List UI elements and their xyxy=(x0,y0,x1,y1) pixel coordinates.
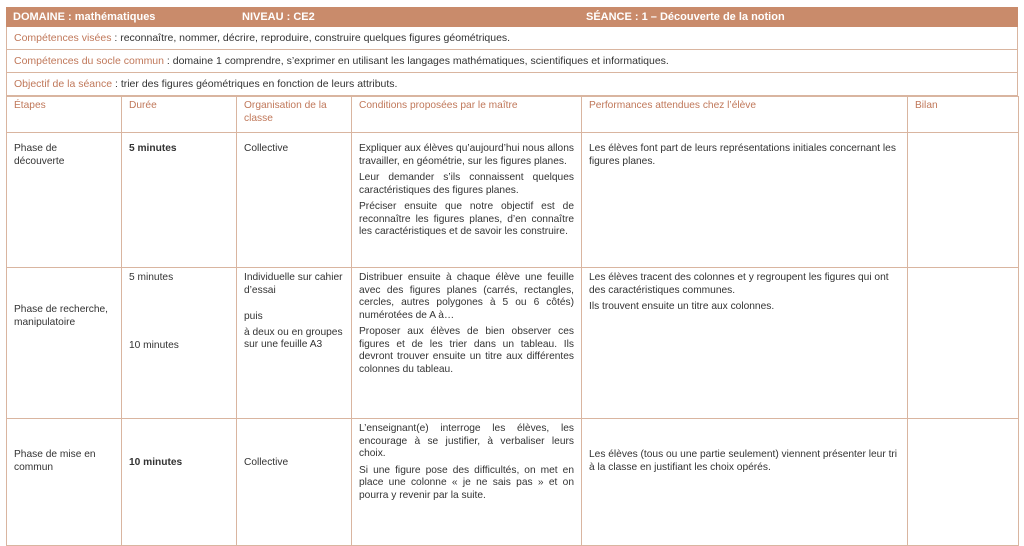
table-header-row xyxy=(7,97,1019,133)
table-row xyxy=(7,268,1019,419)
duree-b: 10 minutes xyxy=(129,339,179,351)
seance-value: 1 – Découverte de la notion xyxy=(641,11,785,23)
table-row xyxy=(7,419,1019,546)
table-row xyxy=(7,133,1019,268)
col-bilan: Bilan xyxy=(908,97,1019,133)
duree-a: 5 minutes xyxy=(129,272,174,283)
orga-b: puis xyxy=(244,311,263,322)
organisation-cell: Collective xyxy=(237,133,352,268)
performances-cell: Les élèves tracent des colonnes et y regroupent les figures qui ont des caractéristiques communes. Ils trouvent ensuite un titre aux colonnes. xyxy=(582,268,908,419)
col-duree: Durée xyxy=(122,97,237,133)
performances-cell: Les élèves (tous ou une partie seulement) viennent présenter leur tri à la classe en justifiant les choix opérés. xyxy=(582,419,908,546)
competences-visees-label: Compétences visées xyxy=(14,32,112,44)
conditions-cell: L’enseignant(e) interroge les élèves, les encourage à se justifier, à verbaliser leurs choix. Si une figure pose des difficultés, on met en place une colonne « je ne sais pas » et on pourra y revenir par la suite. xyxy=(352,419,582,546)
objectif-text: : trier des figures géométriques en fonction de leurs attributs. xyxy=(112,78,398,90)
etape-cell: Phase de recherche, manipulatoire xyxy=(7,268,122,419)
col-conditions: Conditions proposées par le maître xyxy=(352,97,582,133)
orga-a: Individuelle sur cahier d’essai xyxy=(244,272,343,296)
organisation-cell: Collective xyxy=(237,419,352,546)
lesson-plan xyxy=(6,7,1018,546)
competences-socle-label: Compétences du socle commun xyxy=(14,55,164,67)
etape-cell: Phase de mise en commun xyxy=(7,419,122,546)
orga-c: à deux ou en groupes sur une feuille A3 xyxy=(244,326,343,350)
header-bar xyxy=(6,7,1018,27)
competences-visees xyxy=(6,27,1018,50)
duree-cell: 5 minutes xyxy=(122,133,237,268)
duree-cell: 10 minutes xyxy=(122,419,237,546)
niveau-value: CE2 xyxy=(293,11,315,23)
organisation-cell xyxy=(237,268,352,419)
conditions-cell: Expliquer aux élèves qu’aujourd’hui nous allons travailler, en géométrie, sur les figures planes. Leur demander s’ils connaissent quelques caractéristiques des figures planes. Préciser ensuite que notre objectif est de reconnaître les figures planes, d’en connaître les caractéristiques et de savoir les construire. xyxy=(352,133,582,268)
objectif-label: Objectif de la séance xyxy=(14,78,113,90)
bilan-cell xyxy=(908,419,1019,546)
header-niveau: NIVEAU : CE2 xyxy=(242,11,315,23)
bilan-cell xyxy=(908,133,1019,268)
performances-cell: Les élèves font part de leurs représentations initiales concernant les figures planes. xyxy=(582,133,908,268)
header-domaine: DOMAINE : mathématiques xyxy=(13,11,156,23)
conditions-cell: Distribuer ensuite à chaque élève une feuille avec des figures planes (carrés, rectangles, cercles, autres polygones à 5 ou 6 côtés) numérotées de A à… Proposer aux élèves de bien observer ces figures et de les trier dans un tableau. Ils devront trouver ensuite un titre aux différentes colonnes du tableau. xyxy=(352,268,582,419)
objectif-seance xyxy=(6,73,1018,96)
col-performances: Performances attendues chez l’élève xyxy=(582,97,908,133)
domaine-value: mathématiques xyxy=(74,11,156,23)
lesson-table xyxy=(6,96,1019,546)
competences-visees-text: : reconnaître, nommer, décrire, reproduire, construire quelques figures géométriques. xyxy=(111,32,511,44)
bilan-cell xyxy=(908,268,1019,419)
col-etapes: Étapes xyxy=(7,97,122,133)
competences-socle xyxy=(6,50,1018,73)
etape-cell: Phase de découverte xyxy=(7,133,122,268)
duree-cell xyxy=(122,268,237,419)
competences-socle-text: : domaine 1 comprendre, s’exprimer en utilisant les langages mathématiques, scientifiques et informatiques. xyxy=(164,55,669,67)
col-organisation: Organisation de la classe xyxy=(237,97,352,133)
header-seance: SÉANCE : 1 – Découverte de la notion xyxy=(586,11,785,23)
